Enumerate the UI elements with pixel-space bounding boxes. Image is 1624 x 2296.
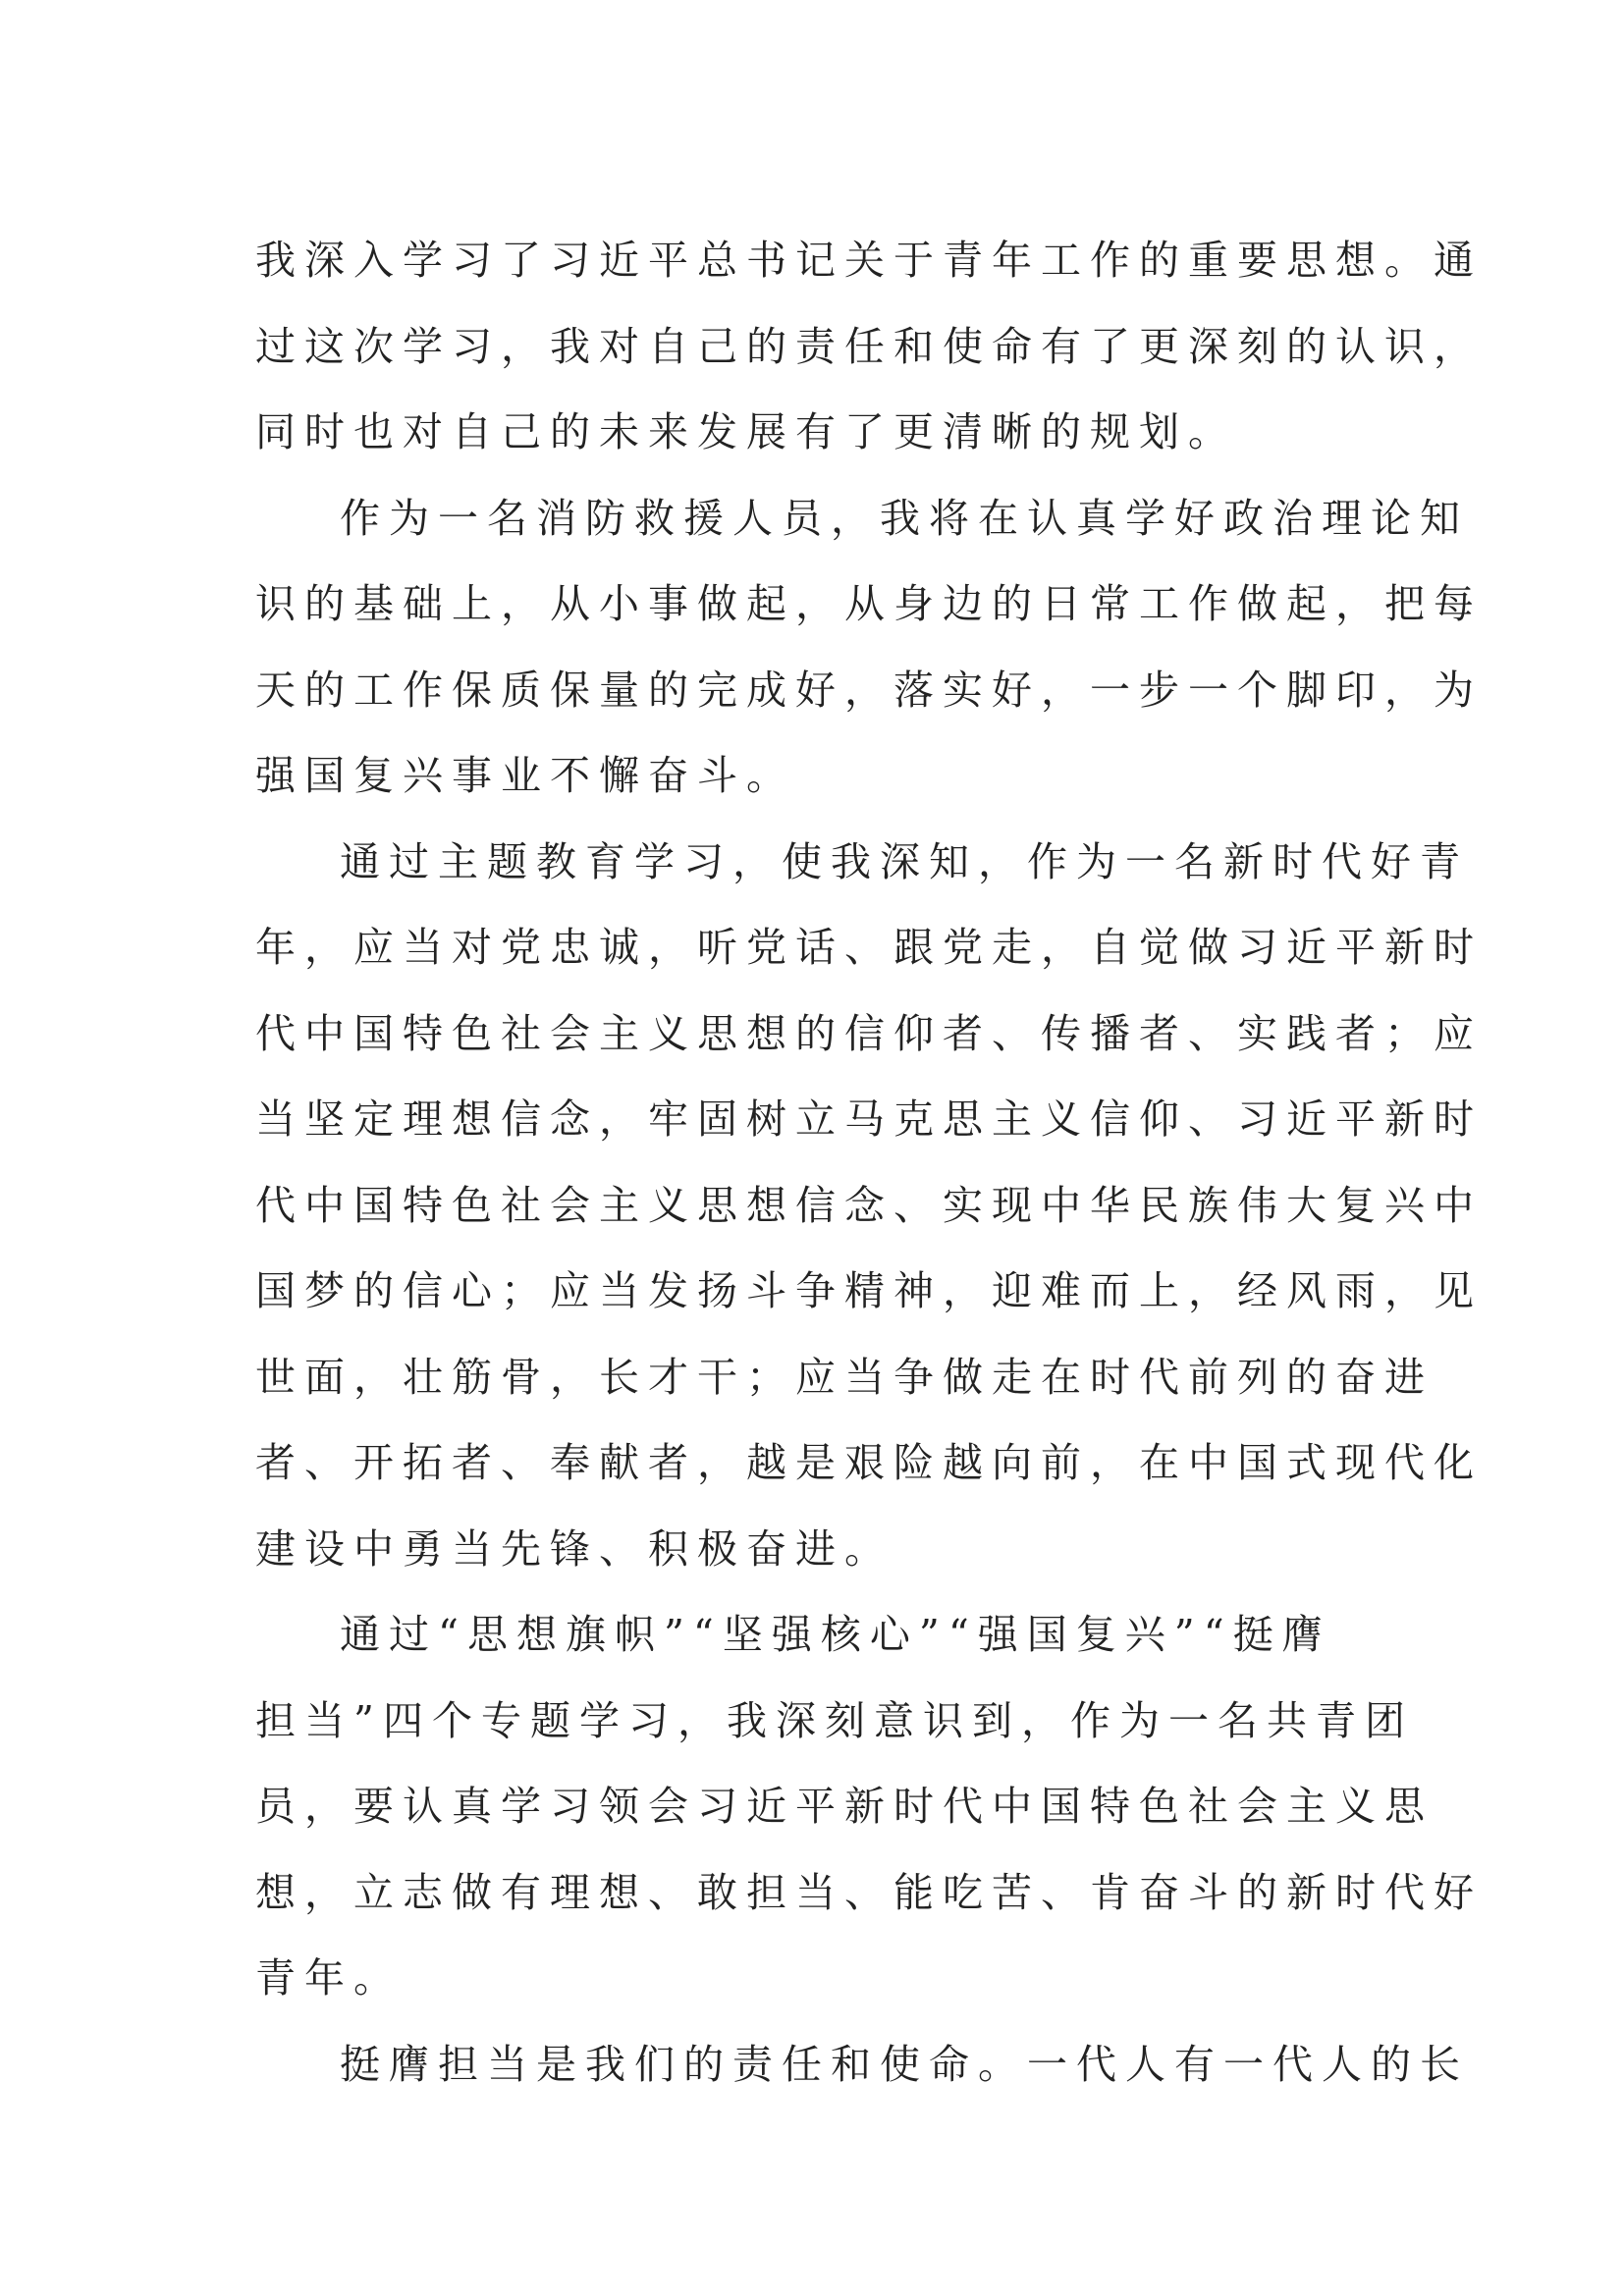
- text-line: 我深入学习了习近平总书记关于青年工作的重要思想。通: [255, 237, 1483, 284]
- text-line: 过这次学习，我对自己的责任和使命有了更深刻的认识，: [255, 322, 1483, 370]
- paragraph-start-line: 挺膺担当是我们的责任和使命。一代人有一代人的长: [340, 2040, 1469, 2088]
- text-line: 年，应当对党忠诚，听党话、跟党走，自觉做习近平新时: [255, 924, 1483, 971]
- text-line: 天的工作保质保量的完成好，落实好，一步一个脚印，为: [255, 666, 1483, 714]
- text-line: 识的基础上，从小事做起，从身边的日常工作做起，把每: [255, 580, 1483, 627]
- paragraph-start-line: 通过主题教育学习，使我深知，作为一名新时代好青: [340, 837, 1469, 885]
- text-line: 建设中勇当先锋、积极奋进。: [255, 1524, 893, 1573]
- text-line: 担当”四个专题学习，我深刻意识到，作为一名共青团: [255, 1696, 1414, 1744]
- body-text: [255, 218, 1483, 2108]
- text-line: 代中国特色社会主义思想的信仰者、传播者、实践者；应: [255, 1009, 1483, 1057]
- text-line: 同时也对自己的未来发展有了更清晰的规划。: [255, 408, 1237, 455]
- text-line: 青年。: [255, 1954, 403, 2002]
- text-line: 者、开拓者、奉献者，越是艰险越向前，在中国式现代化: [255, 1439, 1483, 1486]
- text-line: 强国复兴事业不懈奋斗。: [255, 752, 795, 799]
- text-line: 国梦的信心；应当发扬斗争精神，迎难而上，经风雨，见: [255, 1267, 1483, 1314]
- text-line: 当坚定理想信念，牢固树立马克思主义信仰、习近平新时: [255, 1095, 1483, 1143]
- text-line: 代中国特色社会主义思想信念、实现中华民族伟大复兴中: [255, 1181, 1483, 1229]
- paragraph-start-line: 通过“思想旗帜”“坚强核心”“强国复兴”“挺膺: [340, 1611, 1331, 1658]
- text-line: 员，要认真学习领会习近平新时代中国特色社会主义思: [255, 1783, 1434, 1830]
- paragraph-start-line: 作为一名消防救援人员，我将在认真学好政治理论知: [340, 494, 1469, 542]
- text-line: 世面，壮筋骨，长才干；应当争做走在时代前列的奋进: [255, 1353, 1434, 1401]
- text-line: 想，立志做有理想、敢担当、能吃苦、肯奋斗的新时代好: [255, 1868, 1483, 1916]
